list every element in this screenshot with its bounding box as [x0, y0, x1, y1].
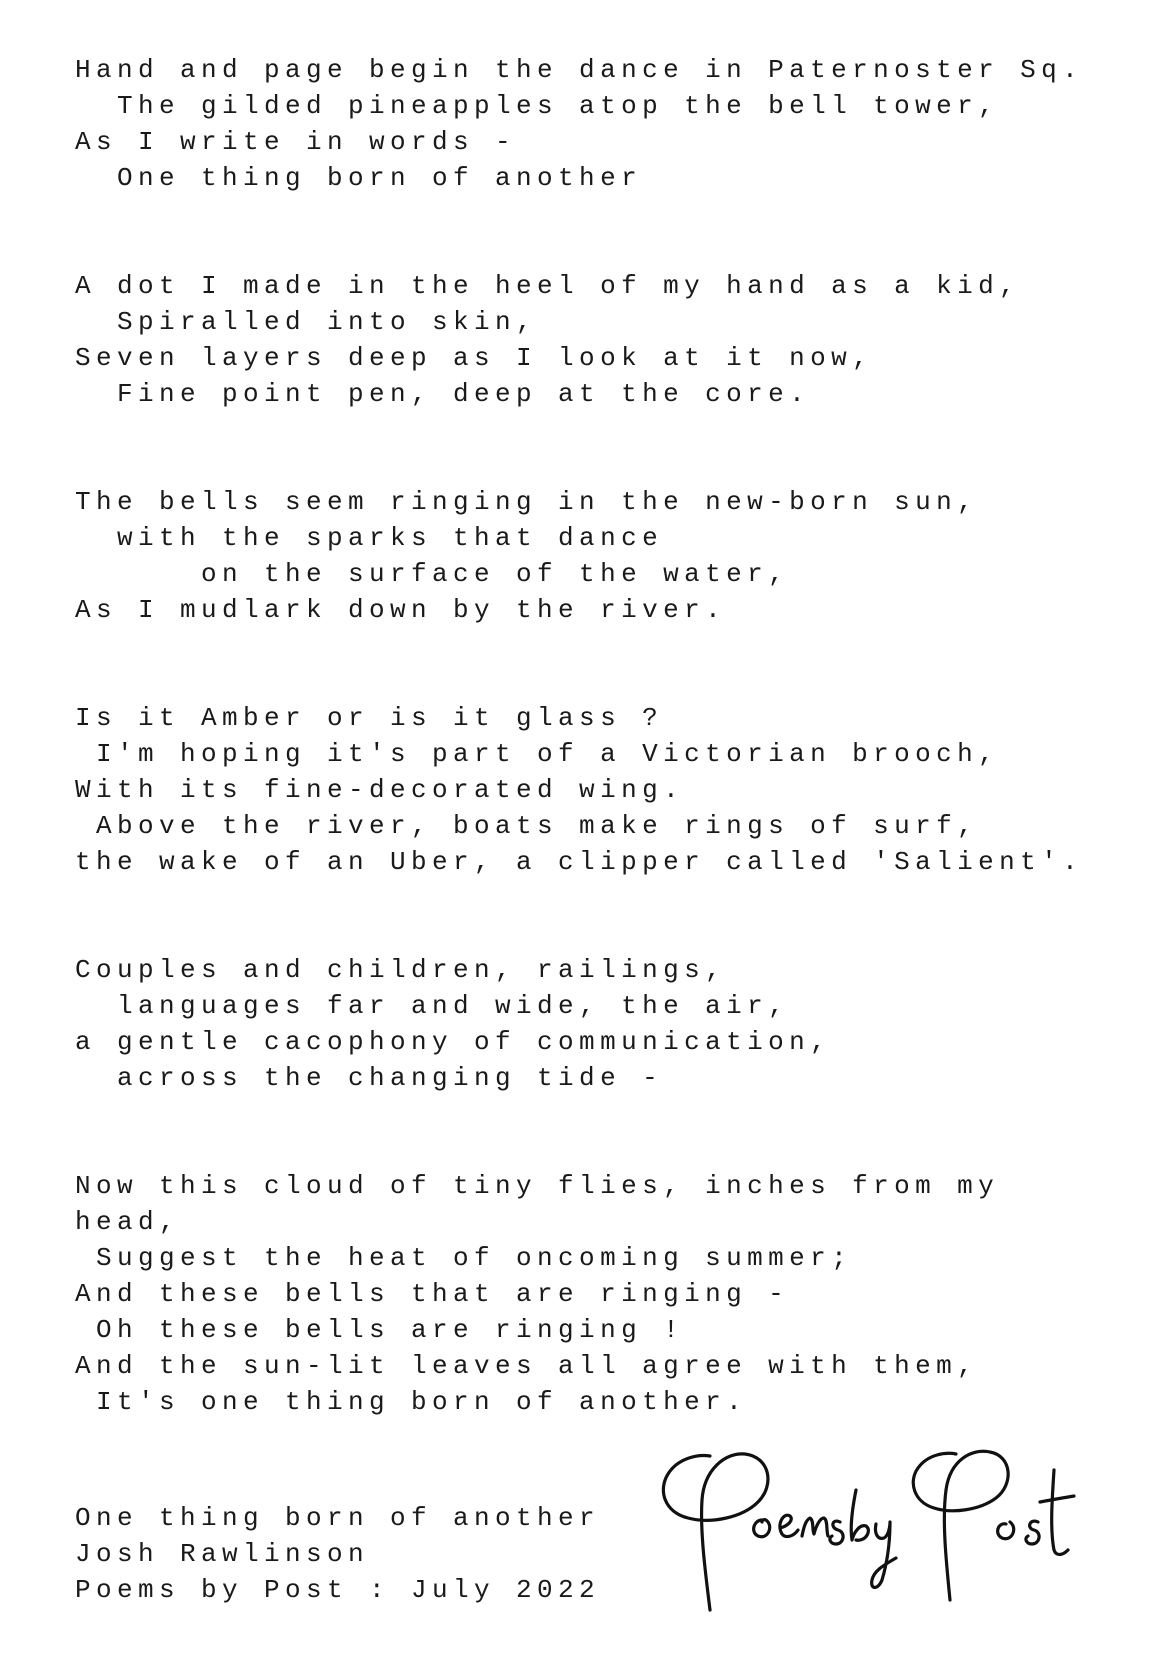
poem-line: It's one thing born of another. [75, 1387, 748, 1417]
stanza-gap [75, 628, 1115, 700]
poem-line: Now this cloud of tiny flies, inches from my [75, 1171, 1000, 1201]
stanza-gap [75, 412, 1115, 484]
stanza-gap [75, 1096, 1115, 1168]
poem-credits [75, 1500, 600, 1608]
stanza [75, 268, 1115, 412]
stanza [75, 52, 1115, 196]
poem-line: The gilded pineapples atop the bell tower, [75, 91, 1000, 121]
poem-line: The bells seem ringing in the new-born sun, [75, 487, 979, 517]
poem-line: Suggest the heat of oncoming summer; [75, 1243, 853, 1273]
poem-line: Spiralled into skin, [75, 307, 538, 337]
poem-line: Oh these bells are ringing ! [75, 1315, 685, 1345]
poem-title: One thing born of another [75, 1503, 601, 1533]
poem-line: with the sparks that dance [75, 523, 664, 553]
poem-line: Is it Amber or is it glass ? [75, 703, 664, 733]
poem-line: Hand and page begin the dance in Paternoster Sq. [75, 55, 1084, 85]
poem-line: across the changing tide - [75, 1063, 664, 1093]
poem-line: And these bells that are ringing - [75, 1279, 790, 1309]
poem-line: the wake of an Uber, a clipper called 'Salient'. [75, 847, 1084, 877]
poem-line: With its fine-decorated wing. [75, 775, 685, 805]
poem-line: Seven layers deep as I look at it now, [75, 343, 874, 373]
author-name: Josh Rawlinson [75, 1539, 370, 1569]
poem-line: A dot I made in the heel of my hand as a kid, [75, 271, 1021, 301]
poem-line: Fine point pen, deep at the core. [75, 379, 811, 409]
poem-line: Couples and children, railings, [75, 955, 727, 985]
poem-line: As I write in words - [75, 127, 517, 157]
publication-date: Poems by Post : July 2022 [75, 1575, 601, 1605]
stanza [75, 484, 1115, 628]
poem-line: I'm hoping it's part of a Victorian brooch, [75, 739, 1000, 769]
poem-line: languages far and wide, the air, [75, 991, 790, 1021]
poem-line: Above the river, boats make rings of surf, [75, 811, 979, 841]
poem-line: As I mudlark down by the river. [75, 595, 727, 625]
stanza [75, 700, 1115, 880]
poem-line: One thing born of another [75, 163, 643, 193]
stanza [75, 952, 1115, 1096]
poem-line: And the sun-lit leaves all agree with them, [75, 1351, 979, 1381]
poem-body [75, 52, 1115, 1420]
stanza [75, 1168, 1115, 1420]
poem-line: a gentle cacophony of communication, [75, 1027, 832, 1057]
poem-line: on the surface of the water, [75, 559, 790, 589]
stanza-gap [75, 880, 1115, 952]
poems-by-post-logo [650, 1440, 1080, 1620]
poem-line: head, [75, 1207, 181, 1237]
stanza-gap [75, 196, 1115, 268]
